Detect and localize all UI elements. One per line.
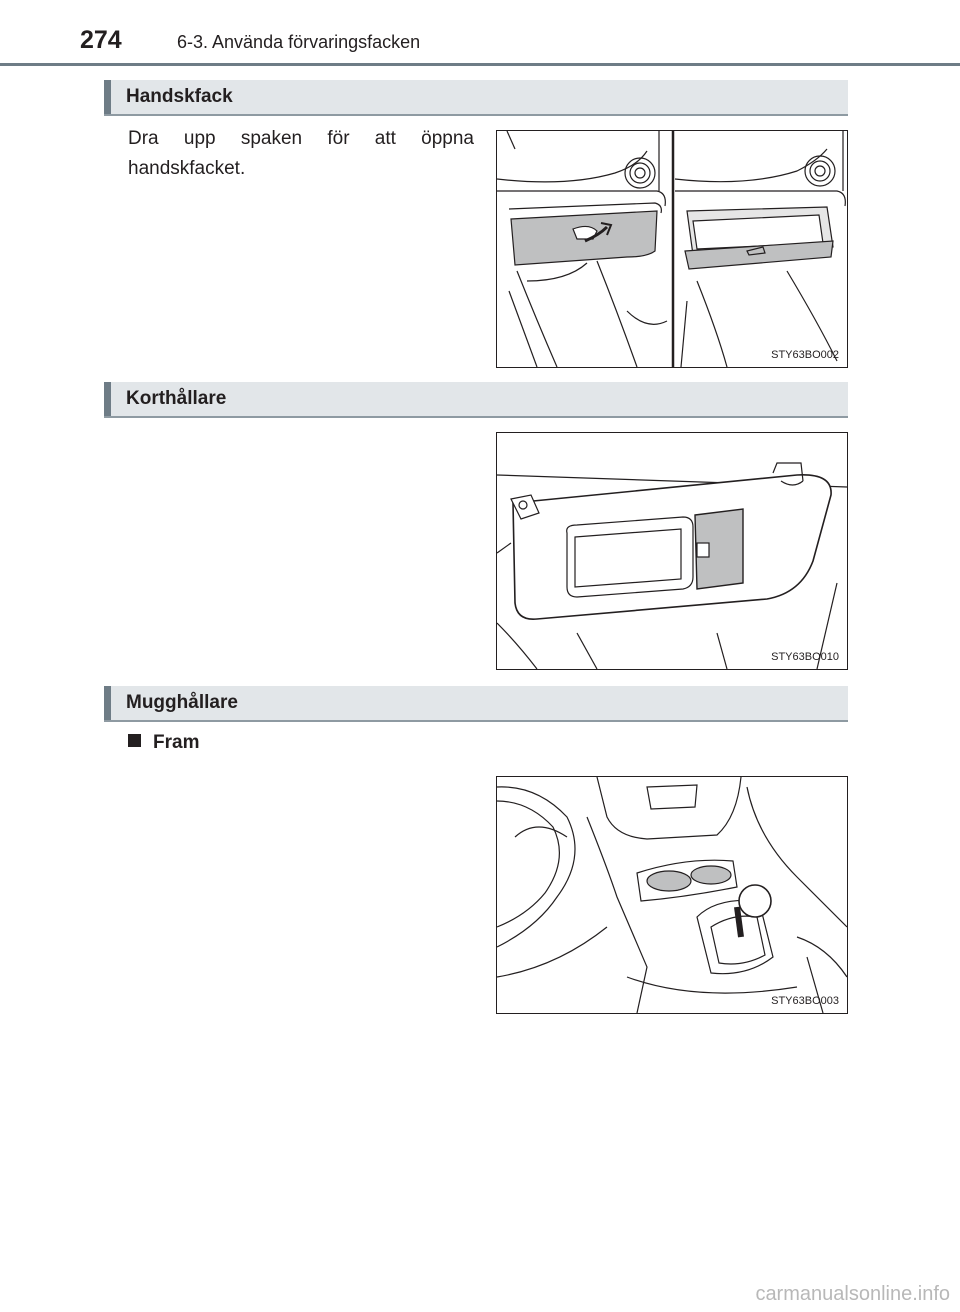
glovebox-illustration xyxy=(496,130,848,368)
figure-code: STY63BO003 xyxy=(771,995,839,1007)
header-rule xyxy=(0,63,960,66)
heading-bar xyxy=(104,382,111,416)
glovebox-instruction: Dra upp spaken för att öppna handskfacket. xyxy=(128,128,474,179)
figure-code: STY63BO010 xyxy=(771,651,839,663)
footer-watermark[interactable]: carmanualsonline.info xyxy=(755,1283,950,1305)
section-heading-label: Mugghållare xyxy=(126,692,238,713)
section-heading-mugghallare xyxy=(104,686,848,722)
card-holder-illustration xyxy=(496,432,848,670)
section-heading-korthallare xyxy=(104,382,848,418)
heading-bar xyxy=(104,80,111,114)
section-heading-label: Korthållare xyxy=(126,388,227,409)
square-bullet-icon xyxy=(128,734,141,747)
figure-code: STY63BO002 xyxy=(771,349,839,361)
section-heading-handskfack xyxy=(104,80,848,116)
section-heading-label: Handskfack xyxy=(126,86,233,107)
subheading-label: Fram xyxy=(153,732,200,753)
subheading-fram xyxy=(128,732,199,754)
heading-bar xyxy=(104,686,111,720)
page-number: 274 xyxy=(80,26,122,54)
chapter-title: 6-3. Använda förvaringsfacken xyxy=(177,32,421,52)
cup-holder-illustration xyxy=(496,776,848,1014)
